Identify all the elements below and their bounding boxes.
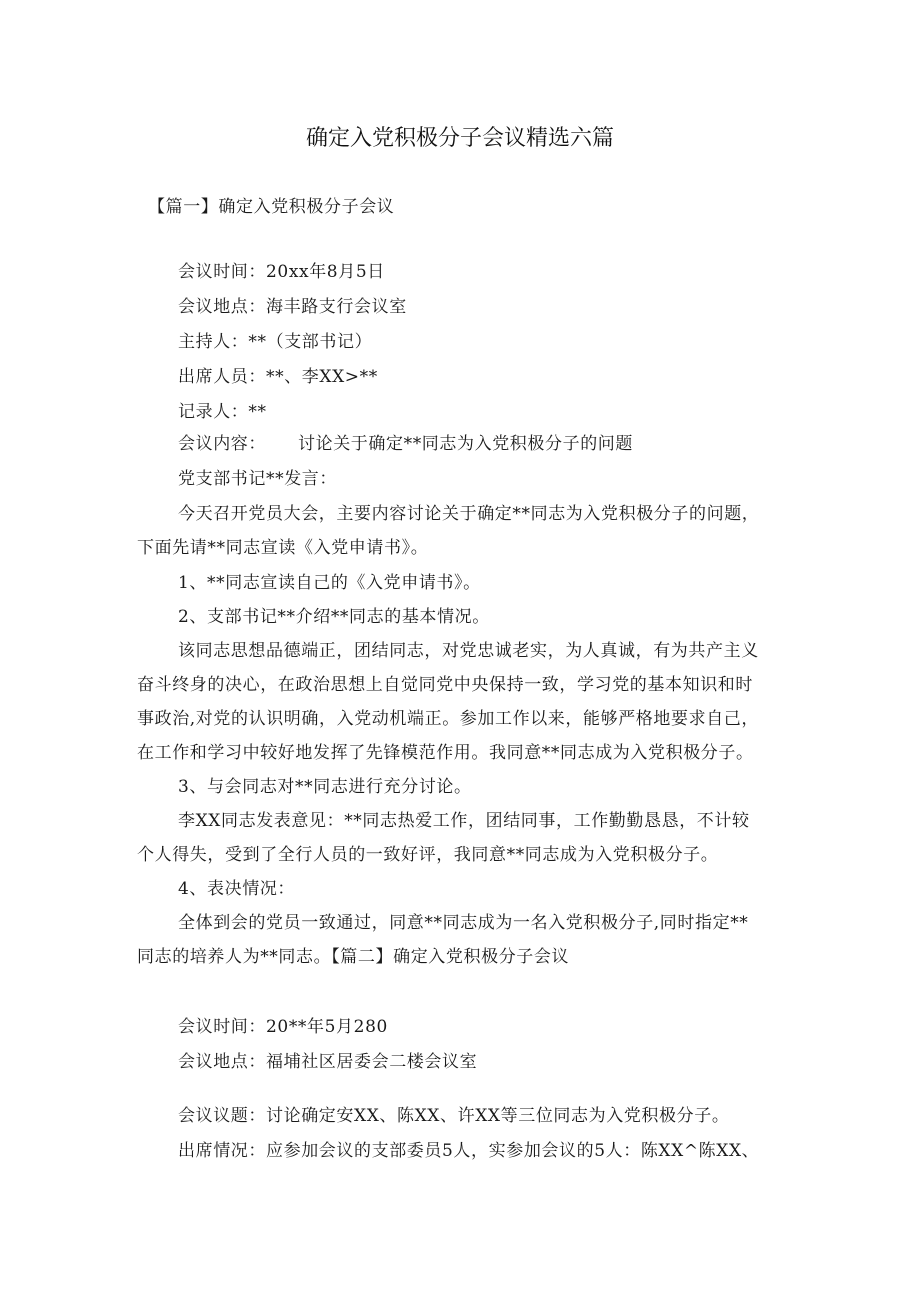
meeting-content-label: 会议内容：	[178, 434, 266, 454]
meeting-attendance: 出席情况：应参加会议的支部委员5人，实参加会议的5人：陈XX^陈XX、	[178, 1141, 760, 1161]
meeting-topic: 会议议题：讨论确定安XX、陈XX、许XX等三位同志为入党积极分子。	[178, 1106, 730, 1126]
meeting-attendees: 出席人员：**、李XX>**	[178, 367, 378, 387]
paragraph-line: 下面先请**同志宣读《入党申请书》。	[137, 538, 429, 558]
section-heading: 【篇一】确定入党积极分子会议	[148, 197, 395, 217]
paragraph-line: 事政治,对党的认识明确，入党动机端正。参加工作以来，能够严格地要求自己，	[137, 709, 760, 729]
meeting-recorder: 记录人：**	[178, 402, 267, 422]
meeting-place: 会议地点：海丰路支行会议室	[178, 297, 407, 317]
paragraph-line: 该同志思想品德端正，团结同志，对党忠诚老实，为人真诚，有为共产主义	[178, 641, 759, 661]
list-item: 1、**同志宣读自己的《入党申请书》。	[178, 573, 481, 593]
paragraph-line: 个人得失，受到了全行人员的一致好评，我同意**同志成为入党积极分子。	[137, 845, 719, 865]
document-title: 确定入党积极分子会议精选六篇	[305, 126, 614, 151]
paragraph-line: 全体到会的党员一致通过，同意**同志成为一名入党积极分子,同时指定**	[178, 913, 749, 933]
meeting-content-value: 讨论关于确定**同志为入党积极分子的问题	[298, 434, 633, 454]
list-item: 4、表决情况：	[178, 879, 296, 899]
paragraph-line: 奋斗终身的决心，在政治思想上自觉同党中央保持一致，学习党的基本知识和时	[137, 675, 753, 695]
list-item: 2、支部书记**介绍**同志的基本情况。	[178, 607, 490, 627]
meeting-time: 会议时间：20xx年8月5日	[178, 262, 385, 282]
meeting-place: 会议地点：福埔社区居委会二楼会议室	[178, 1052, 478, 1072]
paragraph-line: 李XX同志发表意见：**同志热爱工作，团结同事，工作勤勤恳恳，不计较	[178, 811, 750, 831]
meeting-host: 主持人：**（支部书记）	[178, 332, 373, 352]
speech-intro: 党支部书记**发言：	[178, 469, 337, 489]
paragraph-line: 在工作和学习中较好地发挥了先锋模范作用。我同意**同志成为入党积极分子。	[137, 743, 754, 763]
paragraph-line: 同志的培养人为**同志。【篇二】确定入党积极分子会议	[137, 947, 570, 967]
meeting-time: 会议时间：20**年5月280	[178, 1017, 388, 1037]
meeting-content	[178, 432, 633, 456]
list-item: 3、与会同志对**同志进行充分讨论。	[178, 777, 472, 797]
paragraph-line: 今天召开党员大会，主要内容讨论关于确定**同志为入党积极分子的问题，	[178, 504, 760, 524]
